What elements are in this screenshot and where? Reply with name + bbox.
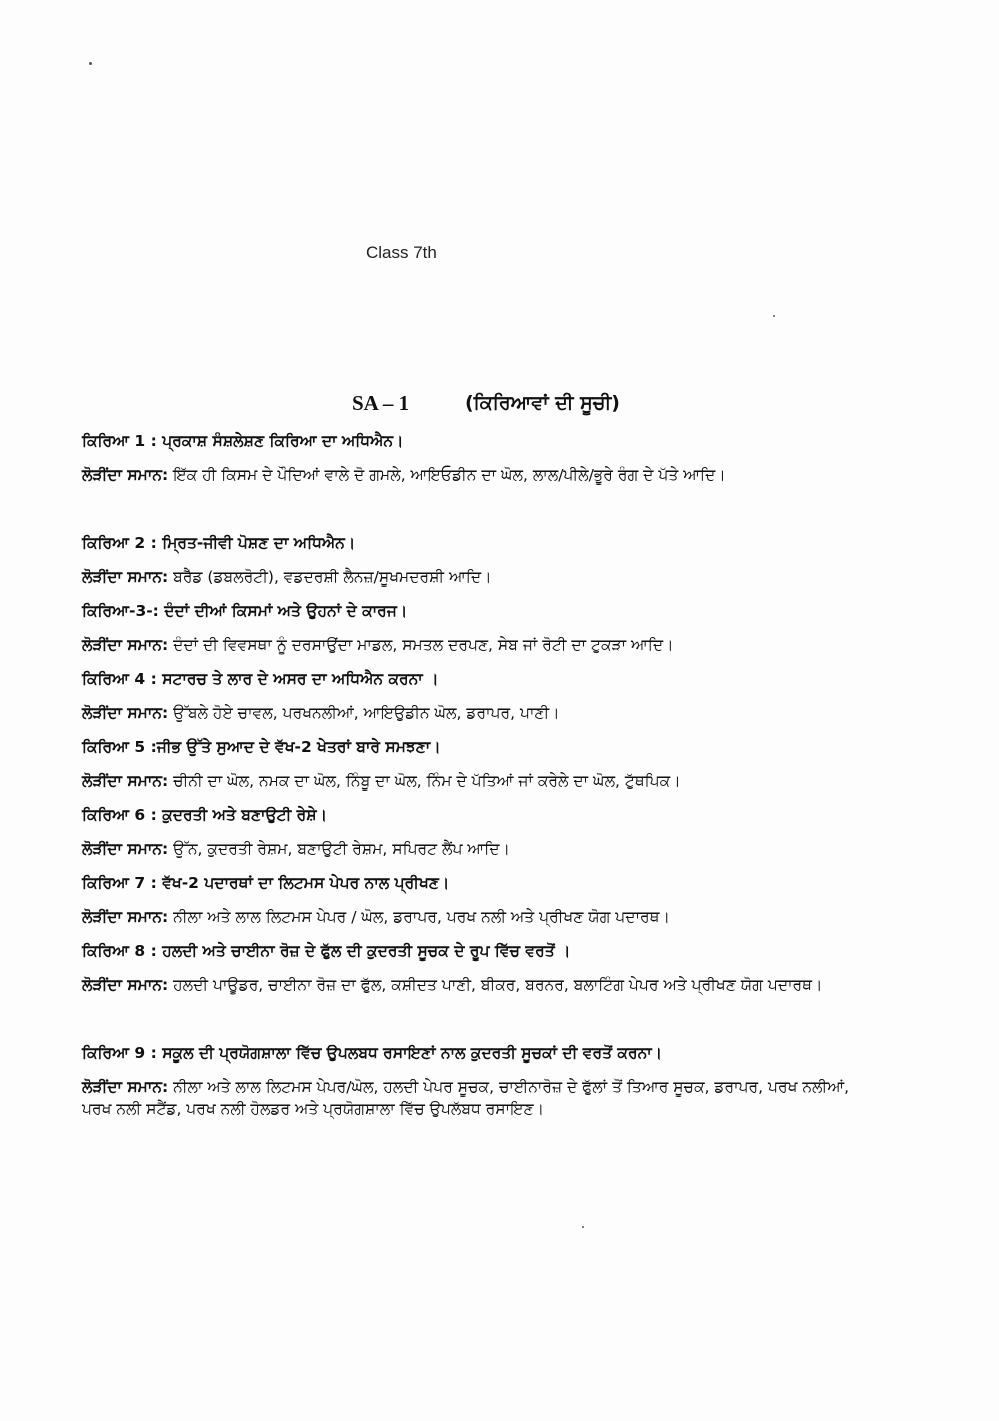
materials-text: ਉੱਬਲੇ ਹੋਏ ਚਾਵਲ, ਪਰਖਨਲੀਆਂ, ਆਇਉਡੀਨ ਘੋਲ, ਡਰਾਪਰ, ਪਾਣੀ। [173, 704, 560, 722]
activity-materials [82, 702, 852, 736]
activity-materials [82, 906, 852, 940]
section-heading [352, 391, 672, 423]
materials-text: ਇੱਕ ਹੀ ਕਿਸਮ ਦੇ ਪੌਦਿਆਂ ਵਾਲੇ ਦੋ ਗਮਲੇ, ਆਇਓਡੀਨ ਦਾ ਘੋਲ, ਲਾਲ/ਪੀਲੇ/ਭੂਰੇ ਰੰਗ ਦੇ ਪੱਤੇ ਆਦਿ। [173, 466, 726, 484]
materials-label: ਲੋੜੀਂਦਾ ਸਮਾਨ: [82, 704, 169, 722]
materials-label: ਲੋੜੀਂਦਾ ਸਮਾਨ: [82, 636, 169, 654]
activity-title: ਕਿਰਿਆ 9 : ਸਕੂਲ ਦੀ ਪ੍ਰਯੋਗਸ਼ਾਲਾ ਵਿੱਚ ਉਪਲਬਧ ਰਸਾਇਣਾਂ ਨਾਲ ਕੁਦਰਤੀ ਸੂਚਕਾਂ ਦੀ ਵਰਤੋਂ ਕਰਨਾ। [82, 1044, 663, 1062]
activity-title: ਕਿਰਿਆ 5 :ਜੀਭ ਉੱਤੇ ਸੁਆਦ ਦੇ ਵੱਖ-2 ਖੇਤਰਾਂ ਬਾਰੇ ਸਮਝਣਾ। [82, 738, 441, 756]
activity-list [82, 430, 852, 1144]
activity-materials [82, 770, 852, 804]
activity-title: ਕਿਰਿਆ 7 : ਵੱਖ-2 ਪਦਾਰਥਾਂ ਦਾ ਲਿਟਮਸ ਪੇਪਰ ਨਾਲ ਪ੍ਰੀਖਣ। [82, 874, 450, 892]
materials-text: ਉੱਨ, ਕੁਦਰਤੀ ਰੇਸ਼ਮ, ਬਣਾਉਟੀ ਰੇਸ਼ਮ, ਸਪਿਰਟ ਲੈਂਪ ਆਦਿ। [173, 840, 510, 858]
materials-label: ਲੋੜੀਂਦਾ ਸਮਾਨ: [82, 976, 169, 994]
scan-speck [773, 315, 775, 317]
section-code: SA – 1 [352, 391, 410, 415]
activity-materials [82, 838, 852, 872]
activity-title: ਕਿਰਿਆ 1 : ਪ੍ਰਕਾਸ਼ ਸੰਸ਼ਲੇਸ਼ਣ ਕਿਰਿਆ ਦਾ ਅਧਿਐਨ। [82, 432, 404, 450]
activity-title: ਕਿਰਿਆ 8 : ਹਲਦੀ ਅਤੇ ਚਾਈਨਾ ਰੋਜ਼ ਦੇ ਫੁੱਲ ਦੀ ਕੁਦਰਤੀ ਸੂਚਕ ਦੇ ਰੂਪ ਵਿੱਚ ਵਰਤੋਂ । [82, 942, 571, 960]
activity-title: ਕਿਰਿਆ 6 : ਕੁਦਰਤੀ ਅਤੇ ਬਣਾਉਟੀ ਰੇਸ਼ੇ। [82, 806, 328, 824]
materials-text: ਚੀਨੀ ਦਾ ਘੋਲ, ਨਮਕ ਦਾ ਘੋਲ, ਨਿੰਬੂ ਦਾ ਘੋਲ, ਨਿੰਮ ਦੇ ਪੱਤਿਆਂ ਜਾਂ ਕਰੇਲੇ ਦਾ ਘੋਲ, ਟੁੱਥਪਿਕ। [173, 772, 681, 790]
materials-label: ਲੋੜੀਂਦਾ ਸਮਾਨ: [82, 840, 169, 858]
section-subtitle: (ਕਿਰਿਆਵਾਂ ਦੀ ਸੂਚੀ) [465, 392, 620, 414]
materials-text: ਨੀਲਾ ਅਤੇ ਲਾਲ ਲਿਟਮਸ ਪੇਪਰ / ਘੋਲ, ਡਰਾਪਰ, ਪਰਖ ਨਲੀ ਅਤੇ ਪ੍ਰੀਖਣ ਯੋਗ ਪਦਾਰਥ। [173, 908, 670, 926]
materials-label: ਲੋੜੀਂਦਾ ਸਮਾਨ: [82, 908, 169, 926]
materials-label: ਲੋੜੀਂਦਾ ਸਮਾਨ: [82, 466, 169, 484]
materials-label: ਲੋੜੀਂਦਾ ਸਮਾਨ: [82, 1078, 169, 1096]
activity-materials [82, 566, 852, 600]
activity-title: ਕਿਰਿਆ 2 : ਮ੍ਰਿਤ-ਜੀਵੀ ਪੋਸ਼ਣ ਦਾ ਅਧਿਐਨ। [82, 534, 356, 552]
class-title: Class 7th [366, 243, 437, 262]
materials-text: ਨੀਲਾ ਅਤੇ ਲਾਲ ਲਿਟਮਸ ਪੇਪਰ/ਘੋਲ, ਹਲਦੀ ਪੇਪਰ ਸੂਚਕ, ਚਾਈਨਾਰੋਜ਼ ਦੇ ਫੁੱਲਾਂ ਤੋਂ ਤਿਆਰ ਸੂਚਕ, ਡਰਾਪਰ, ਪਰਖ ਨਲੀਆਂ, ਪਰਖ ਨਲੀ ਸਟੈਂਡ, ਪਰਖ ਨਲੀ ਹੋਲਡਰ ਅਤੇ ਪ੍ਰਯੋਗਸ਼ਾਲਾ ਵਿੱਚ ਉਪਲੱਬਧ ਰਸਾਇਣ। [82, 1078, 850, 1118]
materials-text: ਦੰਦਾਂ ਦੀ ਵਿਵਸਥਾ ਨੂੰ ਦਰਸਾਉਂਦਾ ਮਾਡਲ, ਸਮਤਲ ਦਰਪਣ, ਸੇਬ ਜਾਂ ਰੋਟੀ ਦਾ ਟੁਕੜਾ ਆਦਿ। [173, 636, 674, 654]
activity-title: ਕਿਰਿਆ-3-: ਦੰਦਾਂ ਦੀਆਂ ਕਿਸਮਾਂ ਅਤੇ ਉਹਨਾਂ ਦੇ ਕਾਰਜ। [82, 602, 408, 620]
activity-materials [82, 464, 852, 532]
materials-text: ਬਰੈੱਡ (ਡਬਲਰੋਟੀ), ਵਡਦਰਸ਼ੀ ਲੈਨਜ਼/ਸੂਖਮਦਰਸ਼ੀ ਆਦਿ। [173, 568, 492, 586]
activity-materials [82, 634, 852, 668]
materials-text: ਹਲਦੀ ਪਾਊਡਰ, ਚਾਈਨਾ ਰੋਜ਼ ਦਾ ਫੁੱਲ, ਕਸ਼ੀਦਤ ਪਾਣੀ, ਬੀਕਰ, ਬਰਨਰ, ਬਲਾਟਿੰਗ ਪੇਪਰ ਅਤੇ ਪ੍ਰੀਖਣ ਯੋਗ ਪਦਾਰਥ। [173, 976, 823, 994]
activity-materials [82, 1076, 852, 1144]
activity-materials [82, 974, 852, 1042]
scan-speck [582, 1226, 584, 1228]
activity-title: ਕਿਰਿਆ 4 : ਸਟਾਰਚ ਤੇ ਲਾਰ ਦੇ ਅਸਰ ਦਾ ਅਧਿਐਨ ਕਰਨਾ । [82, 670, 439, 688]
materials-label: ਲੋੜੀਂਦਾ ਸਮਾਨ: [82, 568, 169, 586]
scan-speck [89, 62, 92, 65]
materials-label: ਲੋੜੀਂਦਾ ਸਮਾਨ: [82, 772, 169, 790]
